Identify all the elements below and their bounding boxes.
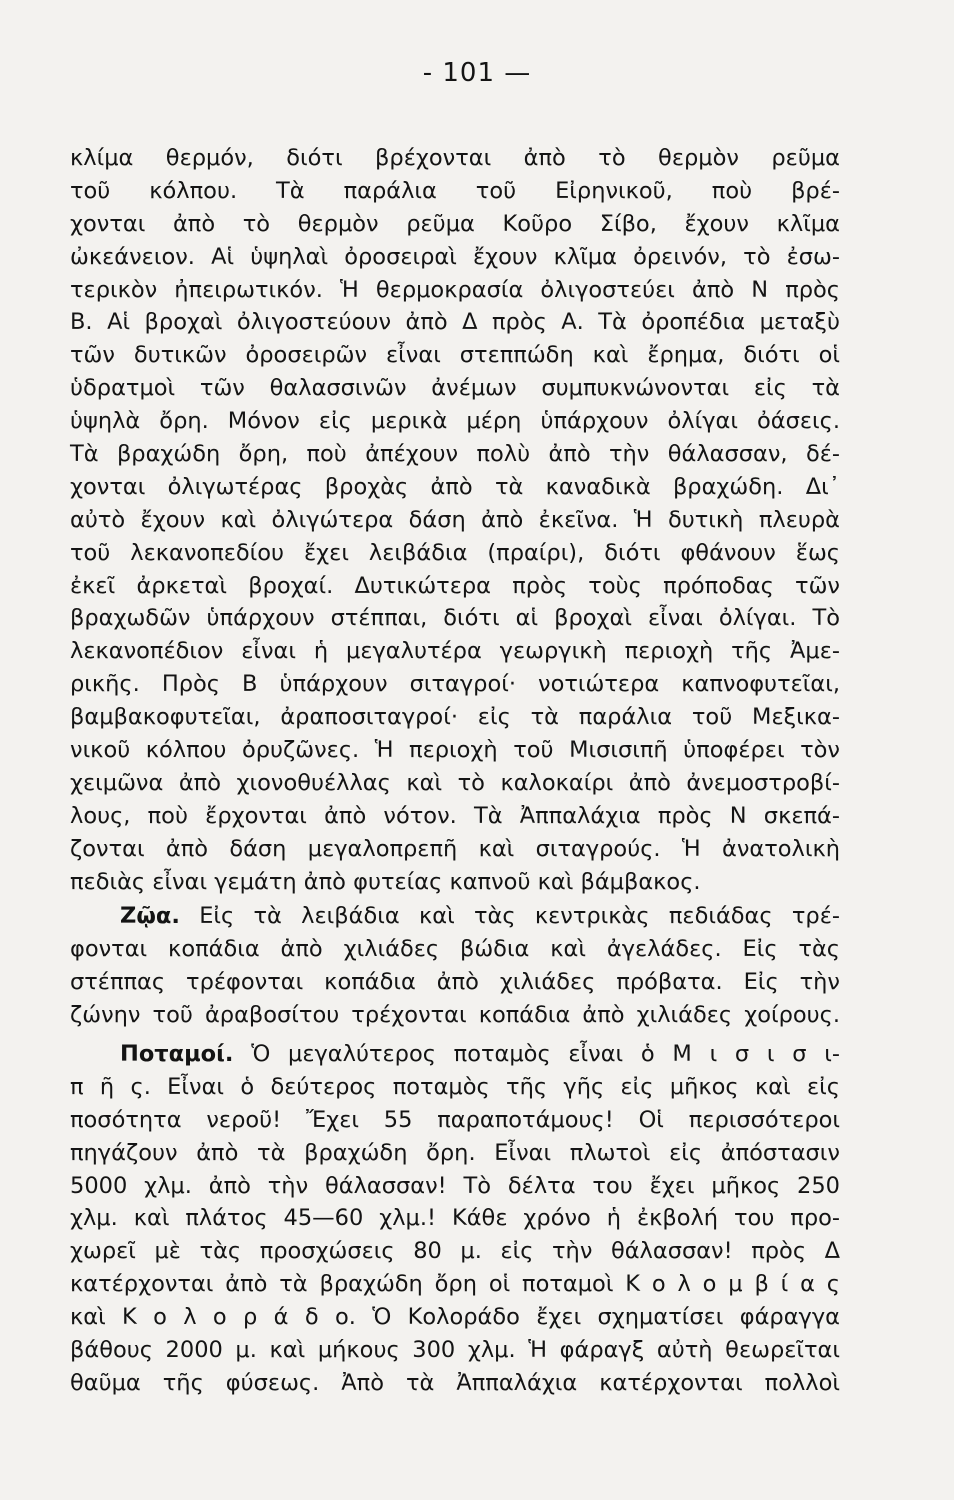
text-line: ποσότητα νεροῦ! Ἔχει 55 παραποτάμους! Οἱ περισσότεροι — [70, 1106, 840, 1133]
text-line: κλίμα θερμόν, διότι βρέχονται ἀπὸ τὸ θερμὸν ρεῦμα — [70, 145, 840, 171]
text-line: φονται κοπάδια ἀπὸ χιλιάδες βώδια καὶ ἀγελάδες. Εἰς τὰς — [70, 935, 840, 962]
text-line: νικοῦ κόλπου ὀρυζῶνες. Ἡ περιοχὴ τοῦ Μισισιπῆ ὑποφέρει τὸν — [70, 737, 840, 764]
text-line: χονται ὀλιγωτέρας βροχὰς ἀπὸ τὰ καναδικὰ βραχώδη. Δι᾿ — [70, 473, 840, 500]
page-number: - 101 — — [422, 58, 532, 88]
text-line: χλμ. καὶ πλάτος 45—60 χλμ.! Κάθε χρόνο ἡ ἐκβολή του προ- — [70, 1205, 840, 1232]
text-line: ὠκεάνειον. Αἱ ὑψηλαὶ ὀροσειραὶ ἔχουν κλῖμα ὀρεινόν, τὸ ἐσω- — [70, 243, 840, 270]
text-line: χειμῶνα ἀπὸ χιονοθυέλλας καὶ τὸ καλοκαίρι ἀπὸ ἀνεμοστροβί- — [70, 769, 840, 796]
text-line: λεκανοπέδιον εἶναι ἡ μεγαλυτέρα γεωργικὴ περιοχὴ τῆς Ἀμε- — [70, 638, 840, 665]
text-line-rest: Ὁ μεγαλύτερος ποταμὸς εἶναι ὁ Μ ι σ ι σ ι- — [251, 1041, 841, 1067]
text-line: ὑψηλὰ ὄρη. Μόνον εἰς μερικὰ μέρη ὑπάρχουν ὀλίγαι ὀάσεις. — [70, 408, 840, 435]
text-line: πηγάζουν ἀπὸ τὰ βραχώδη ὄρη. Εἶναι πλωτοὶ εἰς ἀπόστασιν — [70, 1139, 840, 1166]
text-line: βαμβακοφυτεῖαι, ἀραποσιταγροί· εἰς τὰ παράλια τοῦ Μεξικα- — [70, 704, 840, 731]
text-line: ζονται ἀπὸ δάση μεγαλοπρεπῆ καὶ σιταγρούς. Ἡ ἀνατολικὴ — [70, 835, 840, 862]
text-line-rest: Εἰς τὰ λειβάδια καὶ τὰς κεντρικὰς πεδιάδας τρέ- — [199, 903, 840, 929]
text-line: χονται ἀπὸ τὸ θερμὸν ρεῦμα Κοῦρο Σίβο, ἔχουν κλῖμα — [70, 210, 840, 237]
text-line: λους, ποὺ ἔρχονται ἀπὸ νότον. Τὰ Ἀππαλάχια πρὸς Ν σκεπά- — [70, 802, 840, 829]
text-line: π ῆ ς. Εἶναι ὁ δεύτερος ποταμὸς τῆς γῆς εἰς μῆκος καὶ εἰς — [70, 1073, 840, 1100]
text-line: βάθους 2000 μ. καὶ μήκους 300 χλμ. Ἡ φάραγξ αὐτὴ θεωρεῖται — [70, 1337, 840, 1364]
text-line: κατέρχονται ἀπὸ τὰ βραχώδη ὄρη οἱ ποταμοὶ Κ ο λ ο μ β ί α ς — [70, 1271, 840, 1298]
text-line: ἐκεῖ ἀρκεταὶ βροχαί. Δυτικώτερα πρὸς τοὺς πρόποδας τῶν — [70, 572, 840, 599]
text-line: ὑδρατμοὶ τῶν θαλασσινῶν ἀνέμων συμπυκνώνονται εἰς τὰ — [70, 375, 840, 402]
text-line: 5000 χλμ. ἀπὸ τὴν θάλασσαν! Τὸ δέλτα του ἔχει μῆκος 250 — [70, 1172, 840, 1199]
text-line: ζώνην τοῦ ἀραβοσίτου τρέχονται κοπάδια ἀπὸ χιλιάδες χοίρους. — [70, 1001, 840, 1028]
text-line: πεδιὰς εἶναι γεμάτη ἀπὸ φυτείας καπνοῦ καὶ βάμβακος. — [70, 868, 701, 895]
text-line: τοῦ κόλπου. Τὰ παράλια τοῦ Εἰρηνικοῦ, ποὺ βρέ- — [70, 177, 840, 204]
text-line: θαῦμα τῆς φύσεως. Ἀπὸ τὰ Ἀππαλάχια κατέρχονται πολλοὶ — [70, 1369, 840, 1396]
text-line: τερικὸν ἠπειρωτικόν. Ἡ θερμοκρασία ὀλιγοστεύει ἀπὸ Ν πρὸς — [70, 276, 840, 303]
text-line — [70, 900, 840, 933]
text-line: Τὰ βραχώδη ὄρη, ποὺ ἀπέχουν πολὺ ἀπὸ τὴν θάλασσαν, δέ- — [70, 441, 840, 468]
text-line: βραχωδῶν ὑπάρχουν στέππαι, διότι αἱ βροχαὶ εἶναι ὀλίγαι. Τὸ — [70, 605, 840, 632]
text-line: ρικῆς. Πρὸς Β ὑπάρχουν σιταγροί· νοτιώτερα καπνοφυτεῖαι, — [70, 671, 840, 698]
text-line: καὶ Κ ο λ ο ρ ά δ ο. Ὁ Κολοράδο ἔχει σχηματίσει φάραγγα — [70, 1304, 840, 1331]
text-line — [70, 1038, 840, 1071]
text-line: Β. Αἱ βροχαὶ ὀλιγοστεύουν ἀπὸ Δ πρὸς Α. Τὰ ὀροπέδια μεταξὺ — [70, 309, 840, 336]
text-line: στέππας τρέφονται κοπάδια ἀπὸ χιλιάδες πρόβατα. Εἰς τὴν — [70, 968, 840, 995]
paragraph-animals — [70, 900, 840, 1032]
section-heading-animals: Ζῷα. — [120, 903, 180, 929]
text-line: τοῦ λεκανοπεδίου ἔχει λειβάδια (πραίρι), διότι φθάνουν ἕως — [70, 539, 840, 566]
text-line: τῶν δυτικῶν ὀροσειρῶν εἶναι στεππώδη καὶ ἔρημα, διότι οἱ — [70, 342, 840, 369]
text-line: χωρεῖ μὲ τὰς προσχώσεις 80 μ. εἰς τὴν θάλασσαν! πρὸς Δ — [70, 1238, 840, 1265]
paragraph-climate — [70, 142, 840, 898]
paragraph-rivers — [70, 1038, 840, 1400]
section-heading-rivers: Ποταμοί. — [120, 1041, 234, 1067]
text-line: αὐτὸ ἔχουν καὶ ὀλιγώτερα δάση ἀπὸ ἐκεῖνα. Ἡ δυτικὴ πλευρὰ — [70, 506, 840, 533]
